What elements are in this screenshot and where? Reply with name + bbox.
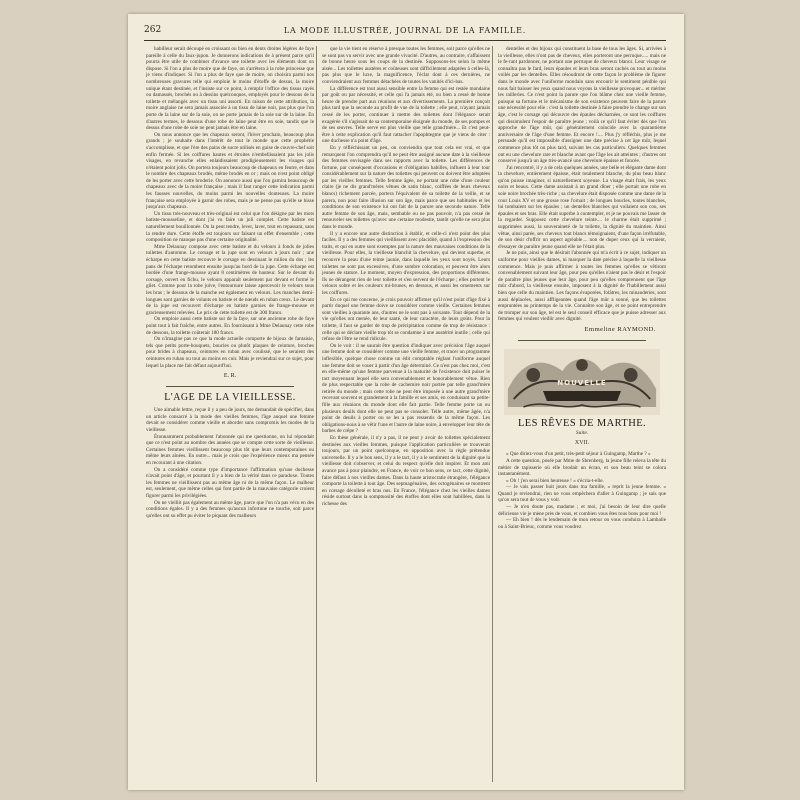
section-separator [166,386,294,387]
paragraph: habilleur serait découpé en croissant ou bien en dents droites légères de faye pareille à celle du faux-jupon. Je donnerons indications de à présent parce qu'il pourra être utile de combiner d'avance une toilette avec les éléments dont on dispose. Si l'on a plus de moire que de faye, on s'arrêtera à la robe princesse que je viens d'indiquer. Si l'on a plus de faye que de moire, on choisira parmi nos nombreuses gravures telle qui emploie le moins d'étoffe de dessus, la moire unique étant destinée, et l'insiste sur ce point, à remplir l'office des tissus rayés ou damassés, brochés ou à dessins quelconques, employés pour le dessous de la toilette et mélangés avec un tissu uni assorti. En raison de cette attribution, la moire anglaise ne sera jamais associée à un tissu de laine noir, pas plus que l'on porte de la laine sur de la soie, on ne porte jamais de la soie sur de la laine. En d'autres termes, le dessous d'une robe de laine peut être en soie, tandis que le dessus d'une robe de soie ne peut jamais être en laine. [146,46,314,132]
paragraph: dentelles et des bijoux qui constituent la base de tous les âges. Si, arrivées à la vieillesse, elles n'ont pas de cheveux, elles porteront une perruque..... mais ne le fe-rant pardonner, ne portant une perruque de cheveux blancs. Leur visage ne connaîtra pas le fard, leurs épaules et leurs bras seront cachés ou tout au moins voilés par les dentelles. Elles résoudront de cette façon le problème de figurer dans le monde avec l'uniforme mondain sans encourir le sentiment pénible qui nous fait baisser les yeux quand nous voyons la vieillesse provoquer... et mériter les railleries. Ce n'est point la parure que l'on blâme chez une vieille femme, puisque sa fortune et le mécanisme de son existence peuvent faire de la parure une nécessité pour elle : c'est la toilette destinée à faire prendre le change sur son âge, c'est le corsage qui découvre des épaules décharnées, ce sont les coiffures qui dissimulent l'espoir de paraître jeune ; voilà ce qu'il faut éviter dès que l'on approche de l'âge mûr, qui généralement coïncide avec la quarantième anniversaire de l'âge d'une femme. Et encore !.... Plus j'y réfléchis, plus je me persuade qu'il est impossible d'assigner une date précise à cet âge mûr, lequel commence plus tôt ou plus tard, suivant les cas particuliers. Quelques femmes ont eu une chevelure rare et blanche avant que l'âge les ait atteintes ; d'autres ont conservé jusqu'à un âge très-avancé une chevelure épaisse et foncée. [498,46,666,165]
paragraph: La différence est tout aussi sensible entre la femme qui est restée mondaine par goût ou par nécessité, et celle qui l'a jamais été, ou bien a cessé de bonne heure de prendre part aux réunions et aux divertissements. La première conçoit plus tard que la seconde au profit de vue de la toilette ; elle peut, n'ayant jamais cessé de les porter, continuer à mettre des toilettes dont l'élégance serait exagérée s'il s'agissait de sa contemporaine éloignée du monde, de ses pompes et de ses œuvres. Telle serve est plus vieille que telle grand'mère... Et c'est peut-être à cette explication qu'il faut rattacher l'apophtegme que je viens de citer : une duchesse n'a point d'âge. [322,85,490,145]
chapter-number: XVII. [574,439,590,446]
paragraph: On ne vieillit pas également au même âge, parce que l'on n'a pas vécu en des conditions égales. Il y a des femmes qu'aucun infortune ne touche, soit parce qu'elles ont su effet pu éviter le piquant des malheurs [146,499,314,519]
article-signature: E. R. [223,373,237,380]
novel-title: LES RÊVES DE MARTHE. [517,417,647,429]
column-rule-left [316,46,317,782]
newspaper-page [128,14,684,790]
paragraph: Il y a encore une autre distinction à établir, et celle-ci n'est point des plus faciles. Il y a des femmes qui vieillissent avec placidité, quand à l'expression des traits, et qui en outre sont exemptes par la nature des mauvaises conditions de la vieillesse. Pour elles, la vieillesse blanchit la chevelure, qui devient superbe, et recouvre la peau d'une teinte jaunie, dans laquelle les yeux sont noyés. Leurs toilettes ne sont pas excessives, d'une sombre coloration, et peuvent être alors jeunes de stature. Le moment, moyen d'expression, des proportions différentes. Ils ne dérangent rien de leur toilette et s'en servent de l'écharpe ; elles portent le velours sobre et les couleurs mi-brunes, en dessous, et aussi les ornements sur les coiffures. [322,230,490,296]
paragraph: J'ai rencontré, il y a de cela quelques années, une belle et élégante dame dont la chevelure, entièrement épaisse, était totalement blanche, du plus beau blanc qu'on puisse imaginer, si naturellement soyeuse. La visage était frais, les yeux noirs et beaux. Cette dame assistait à un grand dîner ; elle portait une robe en soie noire brochée très-riche ; sa chevelure était disposée comme une dame de la cour Louis XV et une grosse rose l'ornait ; de longues boucles, toutes blanches, lui tombaient sur les épaules ; un dentelles blanches qui voilaient son cou, ses épaules et ses bras. Elle était superbe à contempler, et je ne pouvais me lasser de la regarder. Supposez cette chevelure teinte.... le charme était supprimé ; supprimées aussi, la souveraineté de la toilette, la dignité du maintien. Ainsi vêtue, ainsi parée, ses cheveux tout blancs témoignaient, d'une façon irréfutable, de son désir d'offrir un aspect agréable.... non de duper ceux qui la verraient, d'essayer de paraître jeune quand elle ne l'était plus. [498,164,666,250]
paragraph: On a considéré comme type d'importance l'affirmation qu'une duchesse n'avait point d'âge, et pourtant il y a bien de la vérité dans ce paradoxe. Toutes les femmes ne vieillissent pas au même âge ni de la même façon. Le malheur est, seulement, que même celles qui font partie de la mauvaise catégorie croient figurer parmi les privilégiées. [146,466,314,499]
paragraph: Étonnamment probablement l'abonnée qui me questionne, on lui répondait que ce n'est point au nombre des années que se compte cette sorte de vieillesse. Certaines femmes vieillissent beaucoup plus tôt que leurs contemporaines ou même leurs aînées. En outre... mais je crois que l'expérience mieux ma pensée en recourant à une citation. [146,433,314,467]
paragraph: Je ne puis, ainsi que le désirait l'abonnée qui m'a écrit à ce sujet, indiquer un uniforme pour vieilles dames, ni marquer la date précise à laquelle la vieillesse commence. Mais je puis affirmer à toutes les femmes qu'elles se vêtiront convenablement suivant leur âge, pour peu qu'elles n'aient pas le désir et l'espoir de paraître plus jeunes que leur âge, pour peu qu'elles comprennent que l'âge mûr d'abord, la vieillesse ensuite, imposent à la dignité de l'habillement aussi bien que celle du maintien. Les façons évaporées, folâtres, les minauderies, sont aussi déplacées, aussi affligeantes quand l'âge mûr a sonné, que les toilettes empruntées au printemps de la vie. Connaître son âge, et ne point entreprendre de tromper sur son âge, tel est le seul conseil efficace que je puisse adresser aux femmes qui veulent vieillir avec dignité. [498,250,666,323]
column-3 [498,46,666,530]
column-1 [146,46,314,519]
paragraph: que la vie tient en réserve à presque toutes les femmes, soit parce qu'elles ne se sont pas vu servir avec une grande vivacité. D'autres, au contraire, s'affaissent de bonne heure sous les coups de la destinée. Supposons-les selon la même aisée... Les toilettes austères et coûteuses sont difficilement adaptées à celles-là, pas plus que le luxe, la magnificence, l'éclat dont à ces dernières, ne conviendraient aux femmes détachées de toutes les vanités d'ici-bas. [322,46,490,85]
paragraph: Mme Delaunay compose avec cette batiste et du velours à fonds de jolies toilettes d'automne. Le corsage et la jupe sont en velours à jours noir ; une écharpe en cette batiste recouvre le corsage en dessinant le milieu du dos ; les pans de l'écharpe retombent ensuite jusqu'au bord de la jupe. Cette écharpe est bordée d'une frange-mousse ayant 8 centimètres de hauteur. Sur le devant du corsage, ouvert en fichu, le velours apparaît seulement par devant et formé le gilet. Comme pour la robe juive, l'entournure laisse apercevoir le velours sous les bras ; le dessous de la manche est également en velours. Les manches demi-longues sont garnies de volants en batiste et de nœuds en ruban creux. Le devant de la jupe est recouvert d'écharpe en batiste garnies de frange-mousse et gracieusement relevées. Le prix de cette toilette est de 300 francs. [146,243,314,316]
paragraph: Un tissu très-nouveau et très-original est celui que l'on désigne par les mots batiste-mousseline, et dont j'ai vu faire un joli complet. Cette batiste est naturellement bouillonnée. On la peut tendre, lever, laver, tout en repassant, sans la rendre dure. Cette étoffe est toujours sur faisant un effet d'ensemble ; cette composition ne manque pas d'une certaine originalité. [146,210,314,244]
paragraph: On n'imagine pas ce que la mode actuelle comporte de bijoux de fantaisie, tels que petits porte-bouquets, boucles ou plutôt plaques de ceinture, broches pour brides à chapeaux, ceintures en ruban avec coulissé, que le seraient des ceintures en ruban ou tout au moins en cuir. Mais je reviendrai sur ce sujet, pour lequel la place me fait défaut aujourd'hui. [146,336,314,369]
page-header [144,26,666,41]
column-2 [322,46,490,508]
column-rule-right [492,46,493,782]
vignette-label: NOUVELLE [557,378,607,387]
page-number: 262 [144,25,162,35]
paragraph: « Oh ! j'en serai bien heureuse ! » s'écria-t-elle. [506,477,604,484]
paragraph: — Je n'en doute pas, madame ; et moi, j'ai besoin de leur dire quelle délicieuse vie je mène près de vous, et combien vous êtes tous bons pour moi ! [498,504,666,517]
article-signature: Emmeline RAYMOND. [584,325,656,333]
journal-title: LA MODE ILLUSTRÉE, JOURNAL DE LA FAMILLE. [283,26,527,35]
paragraph: A cette question, posée par Mme de Sbrenberg, la jeune fille releva la tête du métier de tapisserie où elle brodait un écran, et son beau teint se colora instantanément. [498,457,666,478]
paragraph: En y réfléchissant un peu, on conviendra que tout cela est vrai, et que remarquent l'on comprendra qu'il ne peut être assigné aucune date à la vieillesse des femmes envisagée dans ses rapports avec la toilette. Les différences de fortune, par conséquent d'occasions et d'obligation habilles, influent à leur tour considérablement sur la nature des toilettes qui peuvent ou doivent être adoptées par les vieilles femmes. Telle femme âgée, ne portant une robe d'une couleur claire (je ne dis grand'mères vêtues de satin blanc, coiffées de leurs cheveux blancs) richement parcée, portera l'équivalent de sa toilette de la veille, et se parera, non pour faire illusion sur son âge, mais parce que ses habitudes et les conditions de son existence lui ont fait de la parure une seconde nature. Telle autre femme de son âge, mais, sembable ou ne pas pouvoir, n'a pas cessé de renouveler ses toilettes qu'avec une certaine modestie, tantôt qu'elle ne sera plus dans le monde. [322,144,490,231]
paragraph: On emploie aussi cette batiste sur de la faye, sur une ancienne robe de faye point tout à fait fraîche, entre autres. En fournissant à Mme Delaunay cette robe de dessous, la toilette coûterait 180 francs. [146,316,314,336]
paragraph: « Que diriez-vous d'un petit, très-petit séjour à Guingamp, Marthe ? » [506,451,651,458]
nouvelle-vignette [504,349,660,415]
section-separator [518,340,646,341]
paragraph: En thèse générale, il n'y a pas, il ne peut y avoir de toilettes spécialement destinées aux vieilles femmes, puisque l'application particulière se trouverait toujours, par un point quelconque, en opposition avec la règle prétendue universelle. Il y a le bon sens, il y a le tact, il y a le sentiment de la dignité que la vieillesse doit s'observer, et celui du respect qu'elle doit inspirer. Et mon ami avance pas à pour plaindre, en France, de voir ce bon sens, ce tact, cette dignité, faire défaut à nos vieilles dames. Dans la haute aristocratie étrangère, l'élégance comporte la toilette à tout âge. Des septuagénaires, des octogénaires se montrent en corsage décolleté et bras nus. En France, l'élégance chez les vieilles dames réside surtout dans la somptuosité des étoffes dont elles sont habillées, dans la richesse des [322,435,490,507]
paragraph: Une aimable lettre, reçue il y a peu de jours, me demandait de spécifier, dans un article consacré à la mode des vieilles femmes, l'âge auquel une femme devait se considérer comme vieille et aborder sans compromis les modes de la vieillesse. [146,407,314,434]
paragraph: En ce qui me concerne, je crois pouvoir affirmer qu'il n'est point d'âge fixé à partir duquel une femme doive se considérer comme vieille. Certaines femmes sont vieilles à quarante ans, d'autres ne le sont pas à soixante. Tout dépend de la vie qu'elles ont menée, de leur santé, de leur caractère, de leurs goûts. Pour la toilette, il faut se garder de trop de précipitation comme de trop de résistance : celle qui se déclare vieille trop tôt se condamne à une austérité inutile ; celle qui refuse de l'être se rend ridicule. [322,296,490,343]
paragraph: — Eh bien ! dès le lendemain de mon retour on vous conduira à Lamballe ou à Saint-Brieuc, comme vous voudrez [498,517,666,530]
paragraph: — Je vais passer huit jours dans ma famille, » reprit la jeune femme. « Quand je reviendrai, rien ne vous empêchera d'aller à Guingamp ; je sais que qu'on sera tout de vous y voir. [498,484,666,504]
section-title: L'AGE DE LA VIEILLESSE. [164,391,296,403]
paragraph: On le voit : il ne saurait être question d'indiquer avec précision l'âge auquel une femme doit se considérer comme une vieille femme, et tracer un programme inflexible, quelque chose comme un édit comptable réglant l'uniforme auquel une femme doit se vouer à partir d'un âge déterminé. Ce n'est pas chez moi, c'est en elle-même qu'une femme parvenue à la maturité de l'existence doit puiser le tact moyennant lequel elle sera convenablement et honorablement vêtue. Rien de plus respectable que la robe de cachemire noir portée par telle grand'mère retirée du monde ; mais cette robe ne peut être imposée à une autre grand'mère recevant souvent et grandement à la famille et ses amis, en conduisant sa petite-fille aux réunions du monde dont elle fait partie. Telle femme porte un ou plusieurs deuils dont elle ne peut pas se consoler. Telle autre, même âgée, n'a point de deuils à porter ou se les a pas ressentis de la même façon. Les obligations-nous à se vêtir l'une et l'autre de laine noire, à envelopper leur tête de barbes de crêpe ? [322,342,490,435]
paragraph: On nous annonce que les chapeaux seront, l'hiver prochain, beaucoup plus grands ; je souhaite dans l'intérêt de tout le monde que cette prophétie s'accomplisse, et que l'ère des pains de sucre utilisés en guise de couvre-chef soit enfin fermée. Si les coiffures hautes et étroites n'embellissaient pas les jolis visages, en revanche elles enlaidissaient prodigieusement les visages qui n'étaient point jolis. On portera toujours beaucoup de chapeaux en feutre, et dans le nombre des chapeaux brodés, même brodés en or ; mais on n'est point obligé de les porter avec cette broderie. On annonce aussi que l'on garnira beaucoup de chapeaux avec de la moire française ; mais il faut ranger cette indication parmi les fausses nouvelles, du moins parmi les nouvelles douteuses. La moire française sera employée à garnir des robes, mais je ne pense pas qu'elle se hisse jusqu'aux chapeaux. [146,131,314,211]
novel-subtitle: Suite. [575,430,589,437]
